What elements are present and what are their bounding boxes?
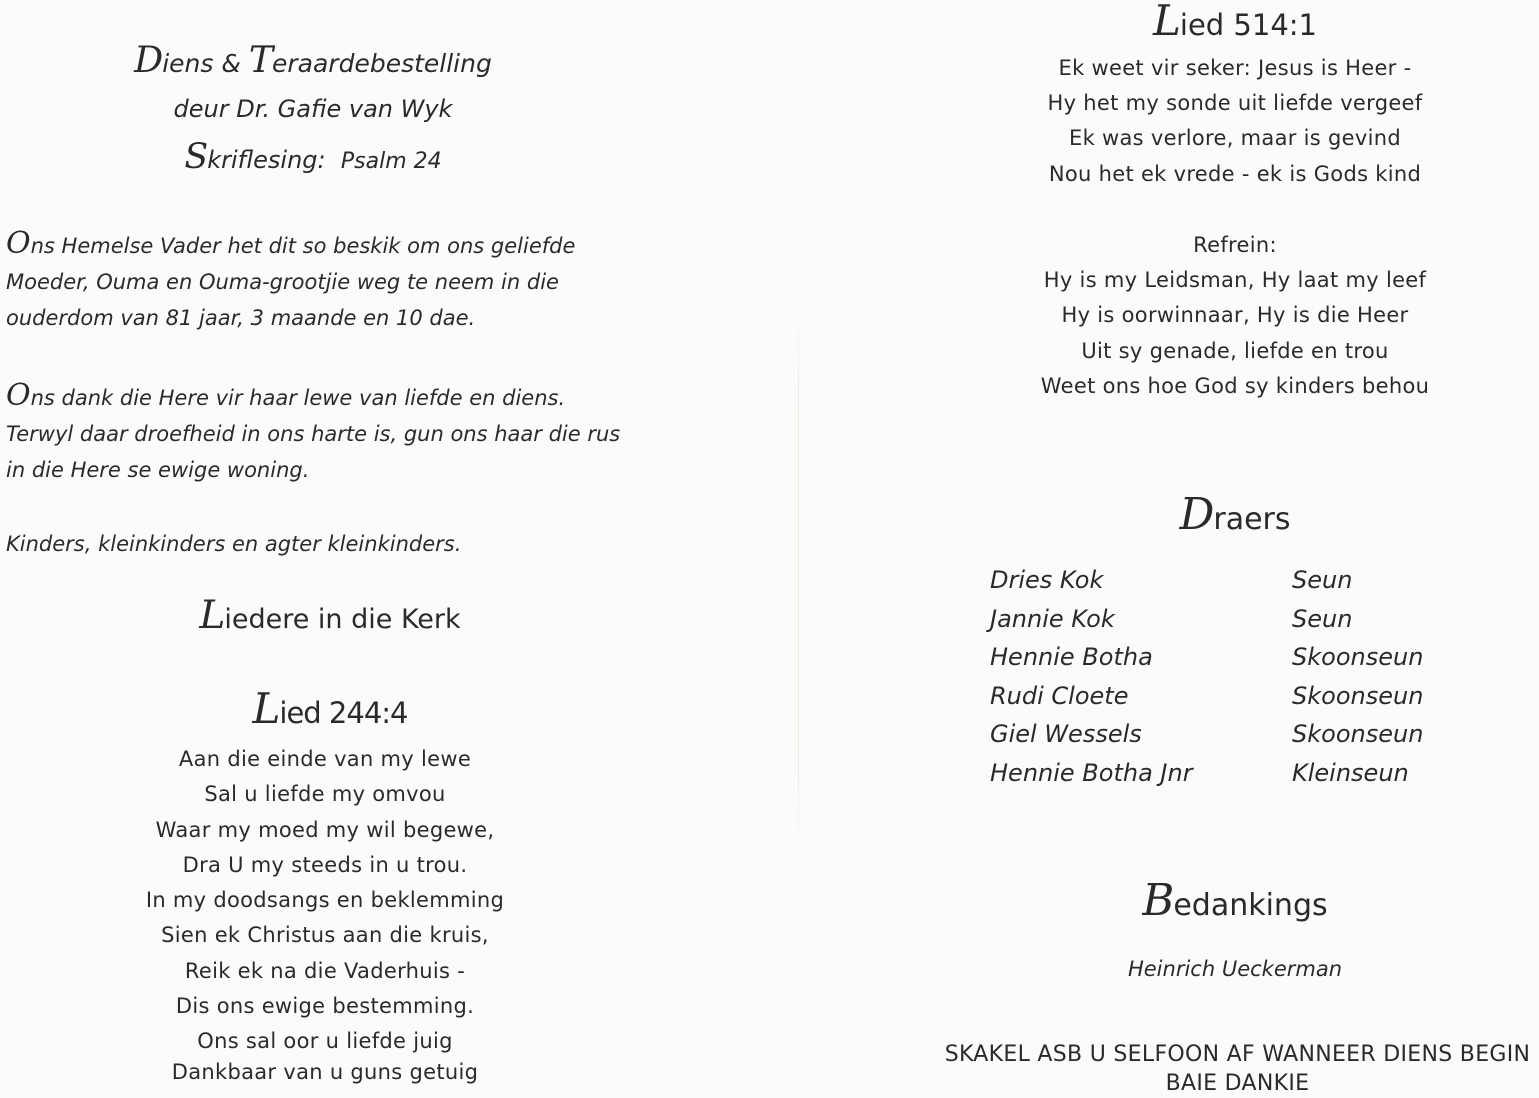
verse-line: Sal u liefde my omvou [204,782,446,807]
bearer-row: Jannie Kok Seun [990,604,1353,633]
verse-line: In my doodsangs en beklemming [145,888,505,913]
refrain [900,228,1539,404]
verse-line: Dankbaar van u guns getuig [171,1059,479,1084]
song-244-verse [0,742,670,1084]
refrain-line: Hy is my Leidsman, Hy laat my leef [1043,268,1427,293]
bearer-row: Hennie Botha Jnr Kleinseun [990,758,1409,787]
bearer-row: Rudi Cloete Skoonseun [990,681,1424,710]
verse-line: Dis ons ewige bestemming. [175,994,475,1019]
verse-line: Hy het my sonde uit liefde vergeef [1047,91,1423,116]
service-title: Diens & Teraardebestelling [134,38,492,81]
obituary-paragraph: Ons Hemelse Vader het dit so beskik om ons geliefde Moeder, Ouma en Ouma-grootjie weg te neem in die ouderdom van 81 jaar, 3 maande en 10 dae. [6,226,576,330]
verse-line: Aan die einde van my lewe [178,747,472,771]
verse-line: Sien ek Christus aan die kruis, [161,923,489,948]
verse-line: Ons sal oor u liefde juig [197,1029,453,1054]
verse-line: Waar my moed my wil begewe, [155,817,495,842]
scripture-reading: Skriflesing: Psalm 24 [184,137,442,177]
refrain-line: Uit sy genade, liefde en trou [1081,338,1389,363]
family-line: Kinders, kleinkinders en agter kleinkinders. [6,532,462,556]
song-514-verse [900,51,1539,192]
officiant-line: deur Dr. Gafie van Wyk [173,95,453,123]
bearer-row: Dries Kok Seun [990,566,1353,594]
verse-line: Ek weet vir seker: Jesus is Heer - [1058,56,1412,80]
gratitude-paragraph: Ons dank die Here vir haar lewe van liefde en diens. Terwyl daar droefheid in ons harte is, gun ons haar die rus in die Here se ewige woning. [6,378,621,482]
left-panel [0,0,700,1097]
verse-line: Nou het ek vrede - ek is Gods kind [1048,161,1422,186]
page-fold [798,300,799,860]
thanks-heading: Bedankings [1142,876,1328,926]
verse-line: Dra U my steeds in u trou. [182,852,468,877]
bearers-heading: Draers [1179,490,1291,540]
phone-notice: SKAKEL ASB U SELFOON AF WANNEER DIENS BEGIN BAIE DANKIE [944,1042,1531,1096]
bearer-row: Giel Wessels Skoonseun [990,720,1424,748]
right-panel [900,0,1539,1097]
song-244-title: Lied 244:4 [252,684,408,733]
song-514-title: Lied 514:1 [1152,0,1318,45]
bearers-list [990,566,1539,797]
bearer-row: Hennie Botha Skoonseun [990,643,1424,671]
refrain-label: Refrein: [1193,233,1277,257]
refrain-line: Hy is oorwinnaar, Hy is die Heer [1061,303,1409,328]
thanks-name: Heinrich Ueckerman [1127,957,1343,981]
songs-heading: Liedere in die Kerk [199,593,461,638]
verse-line: Reik ek na die Vaderhuis - [184,958,466,983]
refrain-line: Weet ons hoe God sy kinders behou [1040,373,1430,398]
verse-line: Ek was verlore, maar is gevind [1069,126,1401,151]
